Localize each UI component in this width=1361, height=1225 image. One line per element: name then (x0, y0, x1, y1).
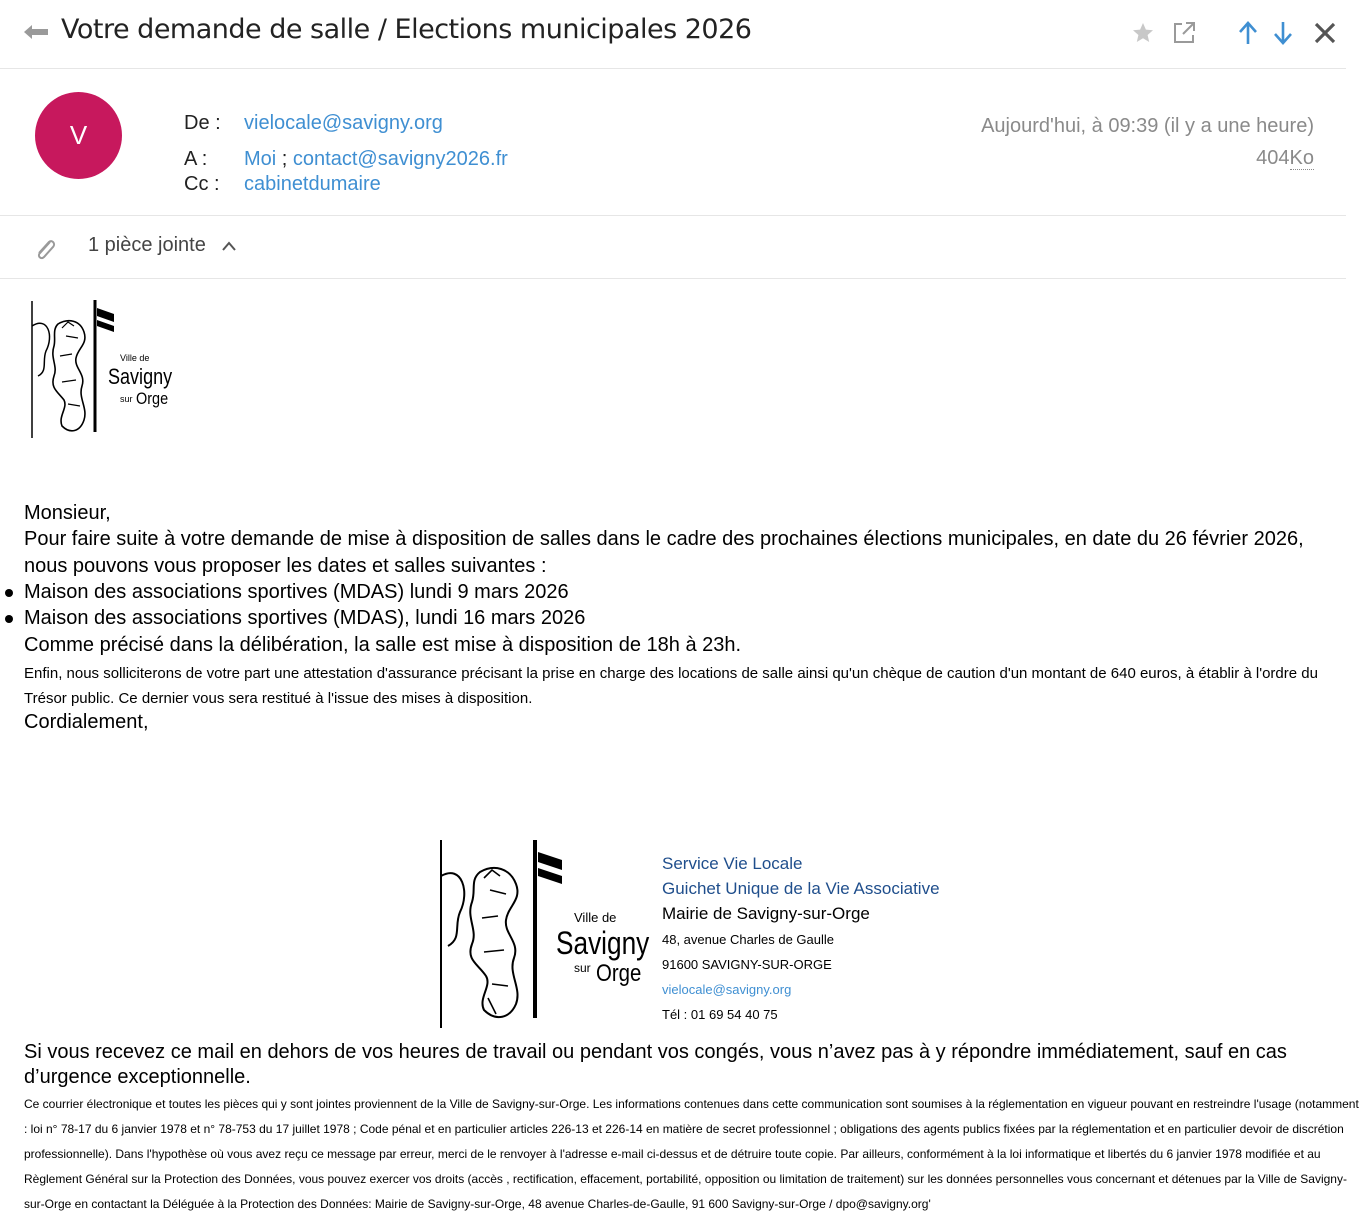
sig-logo-ville-de: Ville de (574, 910, 617, 925)
list-item: Maison des associations sportives (MDAS), lundi 16 mars 2026 (24, 607, 586, 629)
to-recipients (244, 148, 508, 171)
hours-paragraph: Comme précisé dans la délibération, la salle est mise à disposition de 18h à 23h. (24, 634, 742, 656)
to-label: A : (184, 148, 208, 170)
cc-label: Cc : (184, 173, 220, 195)
arrow-up-icon[interactable] (1233, 18, 1263, 48)
reply-back-icon[interactable] (22, 20, 50, 44)
sig-address: 48, avenue Charles de Gaulle (662, 932, 835, 947)
list-item: Maison des associations sportives (MDAS) lundi 9 mars 2026 (24, 581, 569, 603)
sig-logo-orge: Orge (596, 959, 642, 987)
closing: Cordialement, (24, 711, 149, 733)
sig-email-link[interactable]: vielocale@savigny.org (662, 982, 792, 997)
star-icon[interactable] (1128, 18, 1158, 48)
sig-guichet: Guichet Unique de la Vie Associative (662, 879, 940, 898)
logo-sur: sur (120, 394, 133, 404)
email-date: Aujourd'hui, à 09:39 (il y a une heure) (981, 115, 1314, 137)
sig-phone: Tél : 01 69 54 40 75 (662, 1007, 778, 1022)
avatar: V (35, 92, 122, 179)
insurance-paragraph: Enfin, nous solliciterons de votre part une attestation d'assurance précisant la prise en charge des locations de salle ainsi qu'un chèque de caution d'un montant de 640 euros, à établir à l'ordre du Trésor public. Ce dernier vous sera restitué à l'issue des mises à disposition. (24, 665, 1318, 707)
size-number: 404 (1256, 147, 1290, 169)
sig-logo-sur: sur (574, 961, 591, 975)
logo-savigny: Savigny (108, 365, 173, 390)
legal-disclaimer: Ce courrier électronique et toutes les pièces qui y sont jointes proviennent de la Ville de Savigny-sur-Orge. Les informations contenues dans cette communication sont soumises à la réglementation en vigueur pouvant en restreindre l'usage (notamment : loi n° 78-17 du 6 janvier 1978 et n° 78-753 du 17 juillet 1978 ; Code pénal et en particulier articles 226-13 et 226-14 en matière de secret professionnel ; obligations des agents publics fixées par la réglementation et en particulier devoir de discrétion professionnelle). Dans l'hypothèse où vous avez reçu ce message par erreur, merci de le renvoyer à l'adresse e-mail ci-dessus et de détruire toute copie. Par ailleurs, conformément à la loi informatique et libertés du 6 janvier 1978 modifiée et au Règlement Général sur la Protection des Données, vous pouvez exercer vos droits (accès , rectification, effacement, portabilité, opposition ou limitation de traitement) sur les données personnelles vous concernant et détenues par la Ville de Savigny-sur-Orge en contactant la Déléguée à la Protection des Données: Mairie de Savigny-sur-Orge, 48 avenue Charles-de-Gaulle, 91 600 Savigny-sur-Orge / dpo@savigny.org' (24, 1097, 1359, 1211)
savigny-logo (28, 296, 180, 442)
from-label: De : (184, 112, 221, 134)
attachments-count[interactable]: 1 pièce jointe (88, 234, 206, 256)
arrow-down-icon[interactable] (1268, 18, 1298, 48)
open-external-icon[interactable] (1169, 18, 1199, 48)
size-unit: Ko (1289, 147, 1314, 169)
email-header (0, 69, 1346, 216)
to-me[interactable]: Moi (244, 148, 277, 170)
sig-mairie: Mairie de Savigny-sur-Orge (662, 904, 870, 923)
sig-service: Service Vie Locale (662, 854, 803, 873)
to-address[interactable]: contact@savigny2026.fr (292, 148, 508, 170)
recipient-separator: ; (281, 148, 288, 170)
sig-city: 91600 SAVIGNY-SUR-ORGE (662, 957, 832, 972)
email-toolbar (0, 0, 1346, 69)
close-icon[interactable] (1310, 18, 1340, 48)
greeting: Monsieur, (24, 502, 111, 524)
logo-orge: Orge (136, 389, 169, 409)
intro-paragraph: Pour faire suite à votre demande de mise à disposition de salles dans le cadre des prochaines élections municipales, en date du 26 février 2026, nous pouvons vous proposer les dates et salles suivantes : (24, 528, 1304, 577)
from-address[interactable]: vielocale@savigny.org (244, 112, 443, 134)
signature-logo (436, 838, 658, 1030)
bullet-dot (5, 615, 13, 623)
bullet-dot (5, 589, 13, 597)
email-size (1256, 147, 1314, 170)
out-of-hours-notice: Si vous recevez ce mail en dehors de vos heures de travail ou pendant vos congés, vous n’avez pas à y répondre immédiatement, sauf en cas d’urgence exceptionnelle. (24, 1041, 1287, 1088)
sig-logo-savigny: Savigny (556, 926, 650, 962)
attachments-bar[interactable] (0, 216, 1346, 279)
paperclip-icon (33, 234, 57, 262)
cc-address[interactable]: cabinetdumaire (244, 173, 381, 195)
chevron-up-icon[interactable] (220, 238, 238, 254)
email-subject: Votre demande de salle / Elections municipales 2026 (61, 14, 752, 45)
logo-ville-de: Ville de (120, 353, 150, 363)
